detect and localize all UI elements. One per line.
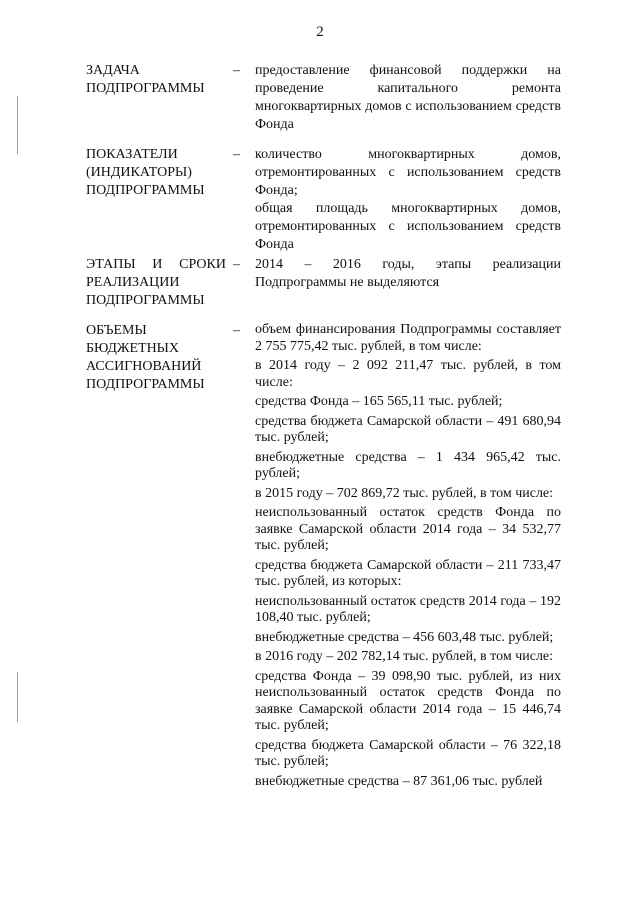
scan-margin-mark — [17, 96, 18, 154]
paragraph: в 2016 году – 202 782,14 тыс. рублей, в том числе: — [255, 649, 554, 664]
label-line: ПОДПРОГРАММЫ — [86, 183, 205, 198]
label-line: ЭТАПЫ И СРОКИ — [86, 257, 226, 272]
paragraph: неиспользованный остаток средств 2014 года – 192 108,40 тыс. рублей; — [255, 593, 561, 625]
paragraph: внебюджетные средства – 87 361,06 тыс. рублей — [255, 773, 543, 789]
paragraph: 2014 – 2016 годы, этапы реализации Подпрограммы не выделяются — [255, 257, 561, 290]
page-number: 2 — [316, 24, 324, 40]
label-dash: – — [233, 323, 240, 338]
paragraph: внебюджетные средства – 1 434 965,42 тыс. рублей; — [255, 449, 561, 481]
paragraph: средства бюджета Самарской области – 76 322,18 тыс. рублей; — [255, 737, 561, 769]
label-line: ПОКАЗАТЕЛИ — [86, 147, 178, 162]
label-line: БЮДЖЕТНЫХ — [86, 341, 180, 356]
label-line: АССИГНОВАНИЙ — [86, 359, 202, 374]
section-body — [255, 62, 561, 134]
label-line: ЗАДАЧА — [86, 63, 140, 78]
section-body — [255, 256, 561, 292]
label-line: РЕАЛИЗАЦИИ — [86, 275, 180, 290]
paragraph: средства бюджета Самарской области – 211 733,47 тыс. рублей, из которых: — [255, 557, 561, 589]
paragraph: в 2015 году – 702 869,72 тыс. рублей, в том числе: — [255, 485, 554, 501]
paragraph: в 2014 году – 2 092 211,47 тыс. рублей, в том числе: — [255, 358, 561, 390]
paragraph: средства бюджета Самарской области – 491 680,94 тыс. рублей; — [255, 413, 561, 445]
paragraph: общая площадь многоквартирных домов, отремонтированных с использованием средств Фонда — [255, 201, 561, 252]
paragraph: средства Фонда – 39 098,90 тыс. рублей, из них неиспользованный остаток средств Фонда по заявке Самарской области 2014 года – 15 446,74 тыс. рублей; — [255, 668, 561, 733]
section-label — [86, 146, 226, 200]
label-line: (ИНДИКАТОРЫ) — [86, 165, 192, 180]
label-line: ПОДПРОГРАММЫ — [86, 377, 205, 392]
label-line: ПОДПРОГРАММЫ — [86, 293, 205, 308]
paragraph: средства Фонда – 165 565,11 тыс. рублей; — [255, 394, 503, 409]
paragraph: предоставление финансовой поддержки на проведение капитального ремонта многоквартирных домов с использованием средств Фонда — [255, 63, 561, 132]
paragraph: объем финансирования Подпрограммы составляет 2 755 775,42 тыс. рублей, в том числе: — [255, 322, 561, 354]
label-dash: – — [233, 63, 240, 78]
section-label — [86, 62, 226, 98]
section-label — [86, 322, 226, 394]
label-line: ОБЪЕМЫ — [86, 323, 147, 338]
section-label — [86, 256, 226, 310]
label-dash: – — [233, 147, 240, 162]
paragraph: неиспользованный остаток средств Фонда по заявке Самарской области 2014 года – 34 532,77 тыс. рублей; — [255, 505, 561, 553]
paragraph: внебюджетные средства – 456 603,48 тыс. рублей; — [255, 629, 554, 645]
section-body — [255, 322, 561, 793]
label-line: ПОДПРОГРАММЫ — [86, 81, 205, 96]
paragraph: количество многоквартирных домов, отремонтированных с использованием средств Фонда; — [255, 147, 561, 198]
scan-margin-mark — [17, 672, 18, 722]
section-body — [255, 146, 561, 254]
label-dash: – — [233, 257, 240, 272]
